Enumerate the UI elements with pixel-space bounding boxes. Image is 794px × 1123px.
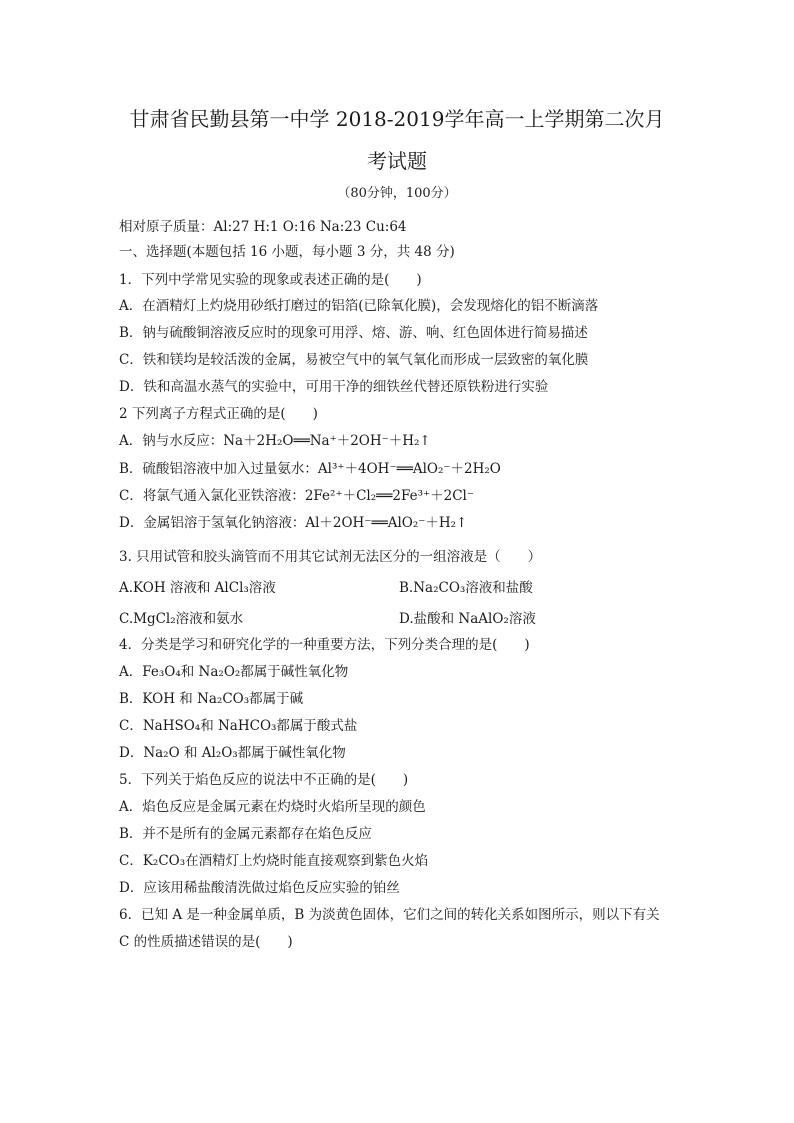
q1-stem: 1．下列中学常见实验的现象或表述正确的是( ) [119, 272, 422, 288]
section-heading: 一、选择题(本题包括 16 小题，每小题 3 分，共 48 分) [119, 244, 455, 260]
atomic-masses: 相对原子质量：Al:27 H:1 O:16 Na:23 Cu:64 [119, 219, 407, 235]
q6-stem-line1: 6．已知 A 是一种金属单质，B 为淡黄色固体，它们之间的转化关系如图所示，则以下有关 [119, 907, 660, 923]
q1-option-d: D．铁和高温水蒸气的实验中，可用干净的细铁丝代替还原铁粉进行实验 [119, 379, 549, 395]
q4-option-d: D．Na₂O 和 Al₂O₃都属于碱性氧化物 [119, 745, 346, 761]
q1-option-b: B．钠与硫酸铜溶液反应时的现象可用浮、熔、游、响、红色固体进行简易描述 [119, 325, 588, 341]
q2-option-d: D．金属铝溶于氢氧化钠溶液：Al＋2OH⁻══AlO₂⁻＋H₂↑ [119, 515, 468, 531]
exam-title-line2: 考试题 [367, 149, 427, 173]
q5-option-d: D．应该用稀盐酸清洗做过焰色反应实验的铂丝 [119, 880, 400, 896]
q2-stem: 2 下列离子方程式正确的是( ) [119, 406, 318, 422]
q5-stem: 5．下列关于焰色反应的说法中不正确的是( ) [119, 772, 409, 788]
q4-option-b: B．KOH 和 Na₂CO₃都属于碱 [119, 691, 304, 707]
q2-option-b: B．硫酸铝溶液中加入过量氨水：Al³⁺＋4OH⁻══AlO₂⁻＋2H₂O [119, 461, 501, 477]
q3-option-a: A.KOH 溶液和 AlCl₃溶液 [119, 580, 276, 596]
q3-option-c: C.MgCl₂溶液和氨水 [119, 611, 244, 627]
q4-stem: 4．分类是学习和研究化学的一种重要方法，下列分类合理的是( ) [119, 637, 530, 653]
q5-option-a: A．焰色反应是金属元素在灼烧时火焰所呈现的颜色 [119, 799, 426, 815]
q3-option-d: D.盐酸和 NaAlO₂溶液 [399, 611, 536, 627]
q5-option-c: C．K₂CO₃在酒精灯上灼烧时能直接观察到紫色火焰 [119, 853, 429, 869]
q3-stem: 3. 只用试管和胶头滴管而不用其它试剂无法区分的一组溶液是（ ） [119, 549, 542, 565]
q6-stem-line2: C 的性质描述错误的是( ) [119, 934, 293, 950]
q3-option-b: B.Na₂CO₃溶液和盐酸 [399, 580, 533, 596]
q2-option-c: C．将氯气通入氯化亚铁溶液：2Fe²⁺＋Cl₂══2Fe³⁺＋2Cl⁻ [119, 488, 474, 504]
q2-option-a: A．钠与水反应：Na＋2H₂O══Na⁺＋2OH⁻＋H₂↑ [119, 433, 431, 449]
q5-option-b: B．并不是所有的金属元素都存在焰色反应 [119, 826, 372, 842]
q4-option-c: C．NaHSO₄和 NaHCO₃都属于酸式盐 [119, 718, 358, 734]
exam-title-line1: 甘肃省民勤县第一中学 2018-2019学年高一上学期第二次月 [129, 107, 665, 131]
q1-option-a: A．在酒精灯上灼烧用砂纸打磨过的铝箔(已除氧化膜)，会发现熔化的铝不断滴落 [119, 298, 599, 314]
exam-time-score: （80分钟，100分） [337, 186, 457, 201]
q4-option-a: A．Fe₃O₄和 Na₂O₂都属于碱性氧化物 [119, 664, 349, 680]
q1-option-c: C．铁和镁均是较活泼的金属，易被空气中的氧气氧化而形成一层致密的氧化膜 [119, 352, 589, 368]
